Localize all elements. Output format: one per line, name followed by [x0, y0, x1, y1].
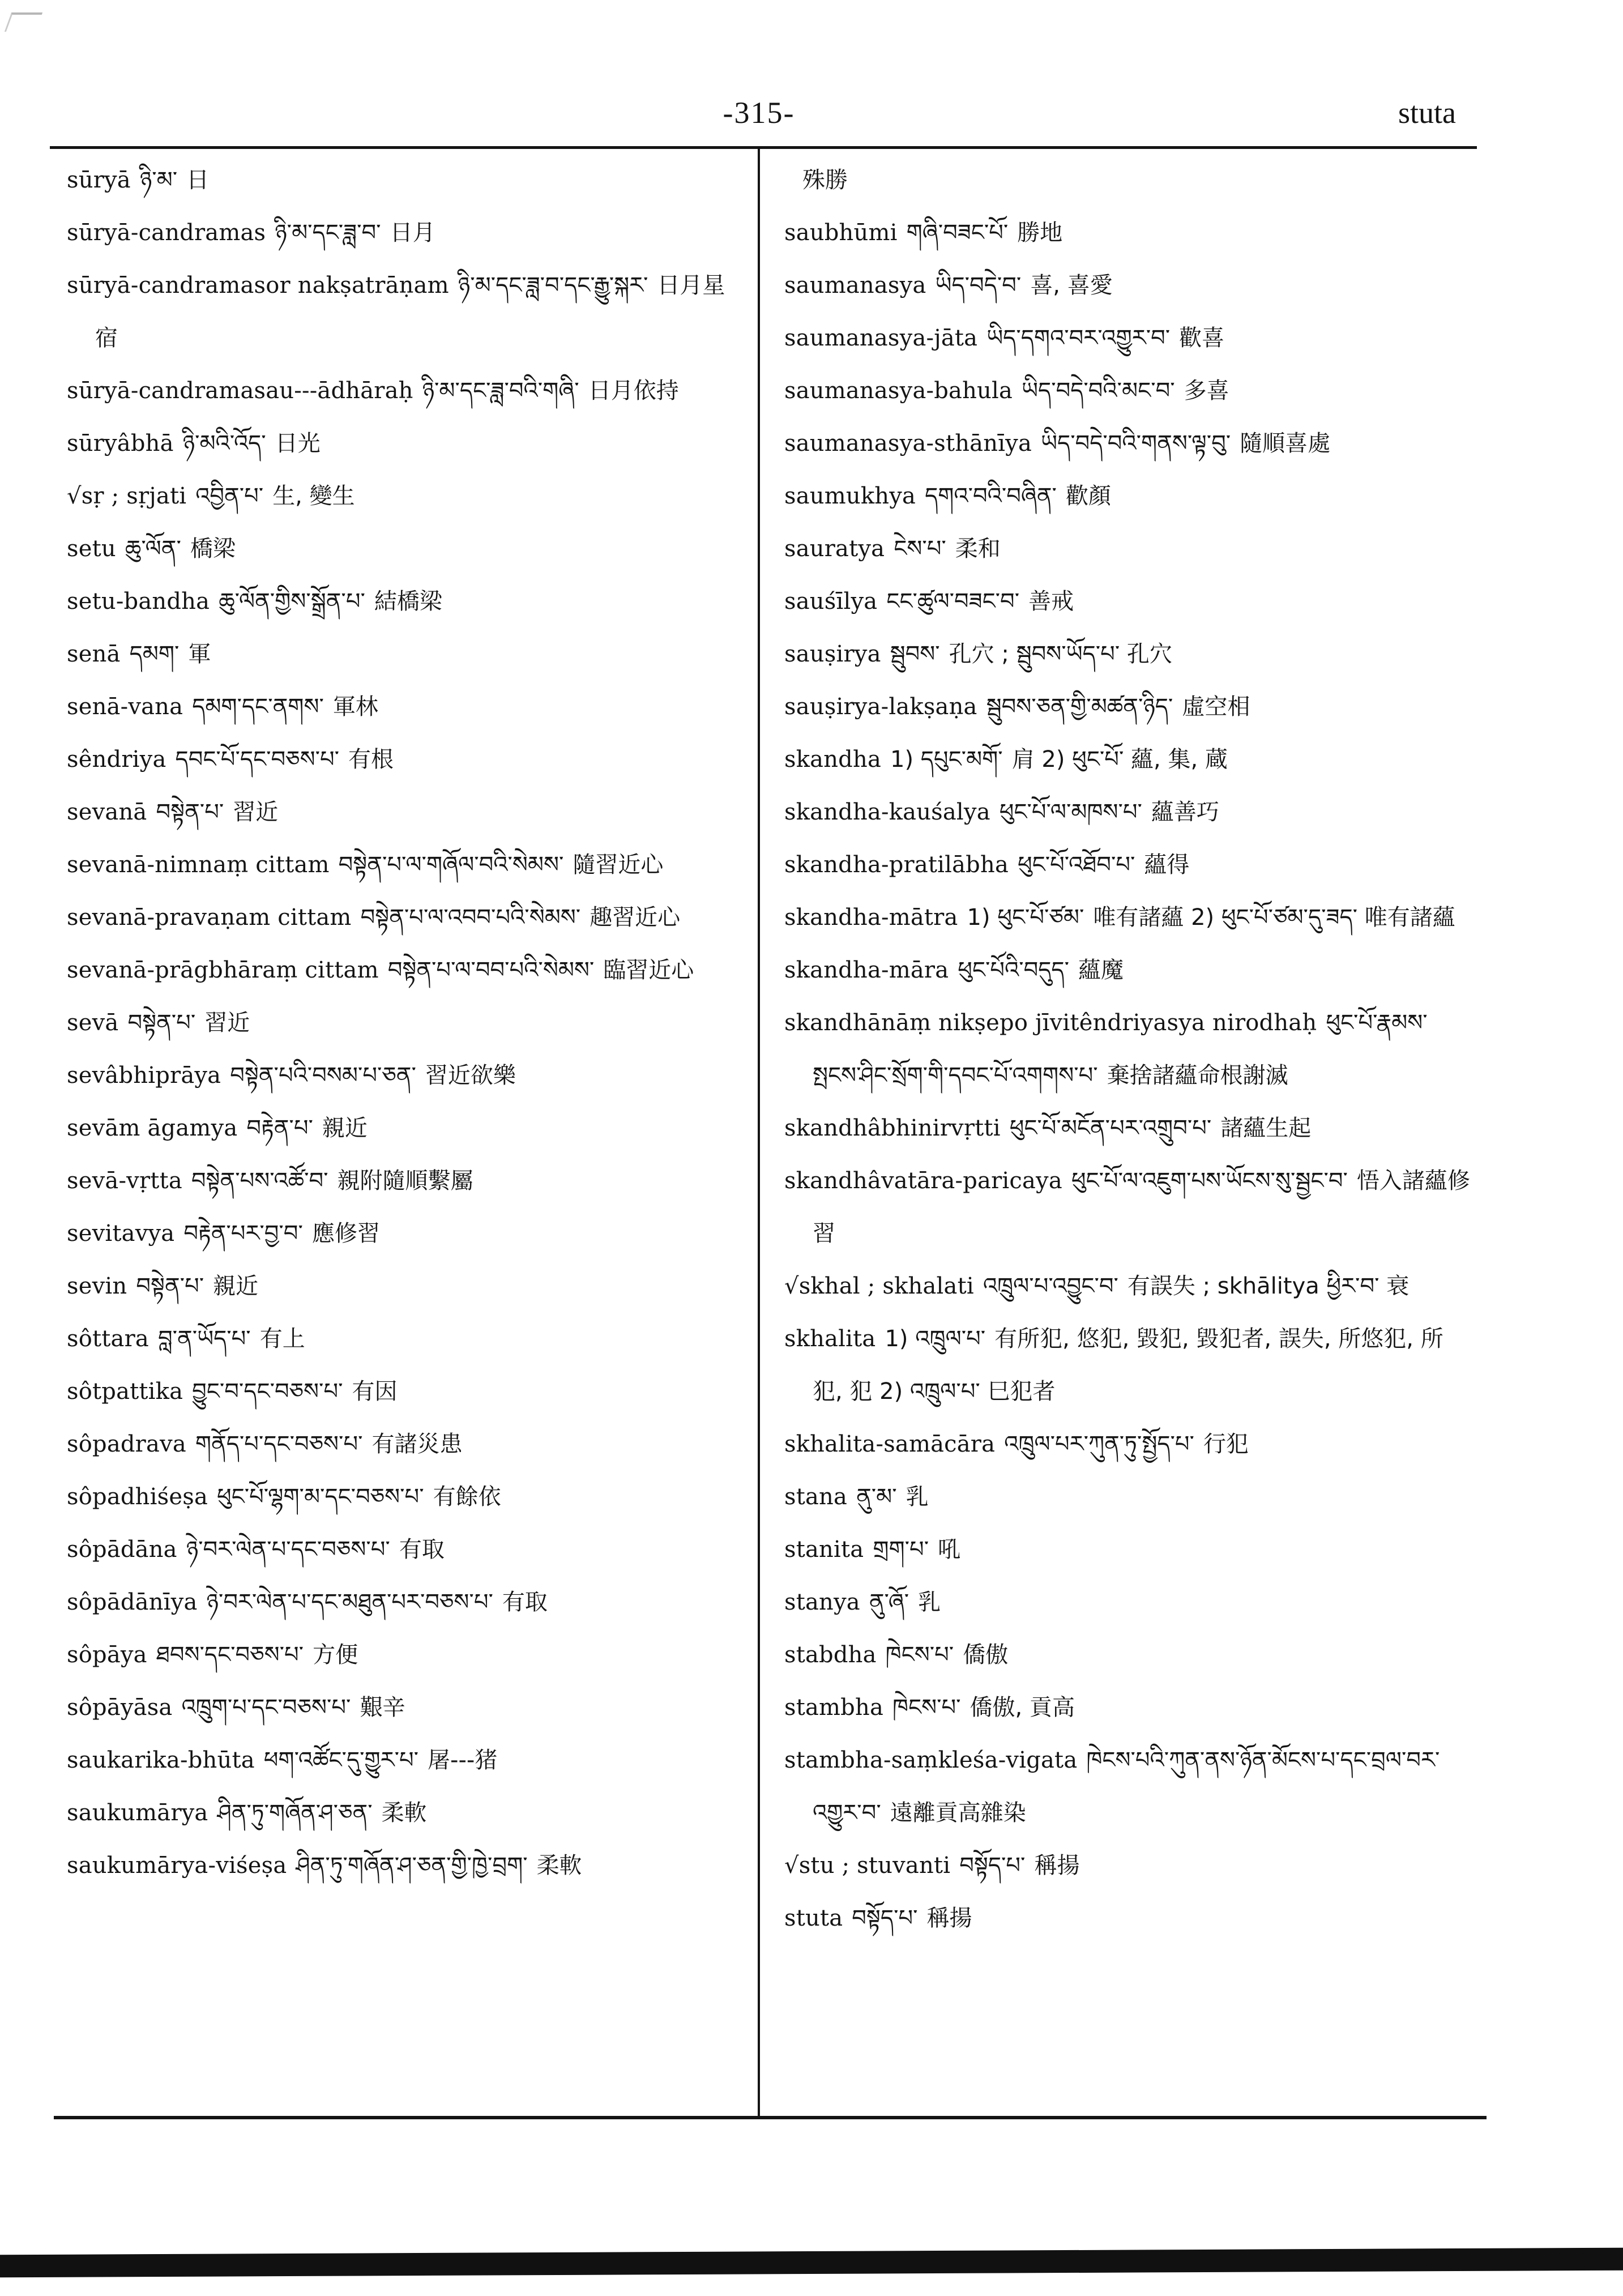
dictionary-entry	[67, 154, 746, 207]
dictionary-entry	[67, 575, 746, 628]
headword: sevām āgamya	[67, 1115, 238, 1141]
tibetan-equivalent: 1) འཁྲུལ་པ་	[885, 1326, 986, 1352]
tibetan-equivalent: བསྟེན་པའི་བསམ་པ་ཅན་	[230, 1062, 416, 1089]
tibetan-equivalent: བླ་ན་ཡོད་པ་	[157, 1326, 251, 1352]
chinese-equivalent: 日月	[390, 220, 435, 246]
headword: sūryā-candramasor nakṣatrāṇam	[67, 272, 449, 298]
dictionary-entry	[784, 1629, 1472, 1682]
chinese-equivalent: 有所犯, 悠犯, 毀犯, 毀犯者, 誤失, 所悠犯, 所犯, 犯 2) འཁྲུལ་པ་ 巳犯者	[813, 1326, 1443, 1405]
headword: sevanā-pravaṇam cittam	[67, 904, 352, 931]
tibetan-equivalent: ཉེ་བར་ལེན་པ་དང་བཅས་པ་	[186, 1537, 390, 1563]
dictionary-entry	[784, 891, 1472, 944]
tibetan-equivalent: བསྟེན་པ་	[156, 799, 224, 825]
tibetan-equivalent: བསྟེན་པ་	[127, 1010, 196, 1036]
dictionary-entry	[784, 786, 1472, 839]
dictionary-entry	[784, 733, 1472, 786]
tibetan-equivalent: ཕུང་པོ་ལ་མཁས་པ་	[999, 799, 1142, 825]
chinese-equivalent: 習近欲樂	[425, 1062, 516, 1089]
scan-corner-mark	[5, 12, 42, 32]
headword: saumanasya-bahula	[784, 378, 1013, 404]
dictionary-entry	[67, 1365, 746, 1418]
tibetan-equivalent: ཡིད་དགའ་བར་འགྱུར་བ་	[986, 325, 1171, 351]
chinese-equivalent: 柔軟	[536, 1853, 582, 1879]
chinese-equivalent: 多喜	[1184, 378, 1229, 404]
chinese-equivalent: 親附隨順繫屬	[337, 1168, 473, 1194]
dictionary-entry	[67, 470, 746, 523]
tibetan-equivalent: འཁྲུག་པ་དང་བཅས་པ་	[181, 1695, 351, 1721]
chinese-equivalent: 有根	[348, 746, 394, 773]
tibetan-equivalent: སྦུབས་	[890, 641, 940, 667]
chinese-equivalent: 日光	[275, 430, 321, 456]
headword: skandha-māra	[784, 957, 949, 983]
tibetan-equivalent: 1) དཔུང་མགོ་	[890, 746, 1003, 773]
headword: setu-bandha	[67, 588, 210, 614]
headword: sauṣirya	[784, 641, 881, 667]
chinese-equivalent: 殊勝	[802, 167, 848, 193]
chinese-equivalent: 軍林	[332, 694, 378, 720]
dictionary-entry	[784, 1102, 1472, 1155]
tibetan-equivalent: གནོད་པ་དང་བཅས་པ་	[195, 1431, 363, 1457]
tibetan-equivalent: ཉི་མ་དང་ཟླ་བ་དང་རྒྱུ་སྐར་	[458, 272, 648, 298]
tibetan-equivalent: ཕུང་པོ་མངོན་པར་འགྲུབ་པ་	[1009, 1115, 1212, 1141]
tibetan-equivalent: ཕུང་པོའི་བདུད་	[958, 957, 1069, 983]
tibetan-equivalent: ཡིད་བདེ་བའི་གནས་ལྟ་བུ་	[1041, 430, 1231, 456]
dictionary-entry	[67, 628, 746, 681]
tibetan-equivalent: ཁེངས་པ་	[885, 1642, 954, 1668]
headword: sôpadrava	[67, 1431, 186, 1457]
chinese-equivalent: 有上	[259, 1326, 305, 1352]
chinese-equivalent: 有取	[502, 1589, 548, 1615]
chinese-equivalent: 孔穴 ; སྦུབས་ཡོད་པ་ 孔穴	[949, 641, 1172, 667]
chinese-equivalent: 親近	[322, 1115, 368, 1141]
tibetan-equivalent: བསྟེན་པ་	[136, 1273, 204, 1299]
tibetan-equivalent: ཆུ་ལོན་གྱིས་སྒྲོན་པ་	[219, 588, 365, 614]
top-rule	[50, 146, 1477, 149]
chinese-equivalent: 有餘依	[433, 1484, 501, 1510]
headword: sevin	[67, 1273, 127, 1299]
tibetan-equivalent: ཉི་མ་	[139, 167, 178, 193]
dictionary-entry	[784, 944, 1472, 997]
tibetan-equivalent: གྲག་པ་	[873, 1537, 929, 1563]
dictionary-entry	[784, 1523, 1472, 1576]
chinese-equivalent: 柔和	[955, 536, 1001, 562]
dictionary-entry	[784, 997, 1472, 1102]
dictionary-entry	[784, 470, 1472, 523]
tibetan-equivalent: དམག་དང་ནགས་	[192, 694, 324, 720]
headword: senā	[67, 641, 121, 667]
tibetan-equivalent: ནུ་མ་	[856, 1484, 897, 1510]
chinese-equivalent: 屠---猪	[428, 1747, 498, 1773]
chinese-equivalent: 生, 變生	[272, 483, 355, 509]
chinese-equivalent: 乳	[906, 1484, 929, 1510]
headword: senā-vana	[67, 694, 183, 720]
dictionary-entry	[67, 1734, 746, 1787]
dictionary-entry	[784, 1576, 1472, 1629]
dictionary-entry	[784, 628, 1472, 681]
chinese-equivalent: 稱揚	[1034, 1853, 1080, 1879]
right-column	[784, 154, 1472, 1945]
headword: skandha-kauśalya	[784, 799, 990, 825]
dictionary-entry	[784, 575, 1472, 628]
tibetan-equivalent: ཉེ་བར་ལེན་པ་དང་མཐུན་པར་བཅས་པ་	[206, 1589, 493, 1615]
tibetan-equivalent: གཞི་བཟང་པོ་	[906, 220, 1009, 246]
chinese-equivalent: 結橋梁	[374, 588, 442, 614]
tibetan-equivalent: ཕག་འཚོང་དུ་གྱུར་པ་	[263, 1747, 419, 1773]
dictionary-entry	[67, 891, 746, 944]
chinese-equivalent: 唯有諸蘊 2) ཕུང་པོ་ཙམ་དུ་ཟད་ 唯有諸蘊	[1093, 904, 1455, 931]
headword: skandha-mātra	[784, 904, 958, 931]
headword: skandhānāṃ nikṣepo jīvitêndriyasya nirodhaḥ	[784, 1010, 1317, 1036]
chinese-equivalent: 歡喜	[1179, 325, 1225, 351]
headword: saumukhya	[784, 483, 916, 509]
headword: saumanasya-sthānīya	[784, 430, 1032, 456]
dictionary-entry	[784, 523, 1472, 575]
tibetan-equivalent: བསྟོད་པ་	[852, 1905, 918, 1931]
tibetan-equivalent: ཤིན་ཏུ་གཞོན་ཤ་ཅན་གྱི་ཁྱེ་བྲག་	[296, 1853, 528, 1879]
dictionary-entry	[67, 1523, 746, 1576]
tibetan-equivalent: 1) ཕུང་པོ་ཙམ་	[967, 904, 1084, 931]
headword: sūryâbhā	[67, 430, 174, 456]
dictionary-entry	[784, 681, 1472, 733]
tibetan-equivalent: བྱུང་བ་དང་བཅས་པ་	[192, 1379, 343, 1405]
headword: skhalita	[784, 1326, 876, 1352]
headword: saumanasya	[784, 272, 926, 298]
tibetan-equivalent: ཕུང་པོ་འཐོབ་པ་	[1018, 852, 1135, 878]
chinese-equivalent: 善戒	[1028, 588, 1074, 614]
dictionary-entry	[784, 1892, 1472, 1945]
chinese-equivalent: 柔軟	[381, 1800, 427, 1826]
headword: sôttara	[67, 1326, 149, 1352]
tibetan-equivalent: ཡིད་བདེ་བ་	[935, 272, 1022, 298]
tibetan-equivalent: ནུ་ཞོ་	[869, 1589, 909, 1615]
tibetan-equivalent: འབྱིན་པ་	[195, 483, 264, 509]
tibetan-equivalent: བརྟེན་པར་བྱ་བ་	[183, 1220, 303, 1247]
headword: skandhâvatāra-paricaya	[784, 1168, 1062, 1194]
dictionary-entry	[784, 207, 1472, 259]
dictionary-entry	[784, 1471, 1472, 1523]
headword: sevā-vṛtta	[67, 1168, 182, 1194]
headword: saubhūmi	[784, 220, 898, 246]
chinese-equivalent: 日月依持	[588, 378, 679, 404]
tibetan-equivalent: འཁྲུལ་པ་འབྱུང་བ་	[983, 1273, 1118, 1299]
chinese-equivalent: 橋梁	[190, 536, 236, 562]
headword: sūryā	[67, 167, 131, 193]
headword: stabdha	[784, 1642, 877, 1668]
chinese-equivalent: 肩 2) ཕུང་པོ་ 蘊, 集, 蔵	[1011, 746, 1228, 773]
headword: sôpāyāsa	[67, 1695, 173, 1721]
dictionary-entry	[67, 1260, 746, 1313]
headword: skandha	[784, 746, 881, 773]
headword: sūryā-candramas	[67, 220, 266, 246]
tibetan-equivalent: ཤིན་ཏུ་གཞོན་ཤ་ཅན་	[217, 1800, 373, 1826]
chinese-equivalent: 遠離貢高雜染	[890, 1800, 1026, 1826]
chinese-equivalent: 勝地	[1017, 220, 1063, 246]
chinese-equivalent: 日月星宿	[95, 272, 725, 351]
headword: sevâbhiprāya	[67, 1062, 221, 1089]
dictionary-entry	[67, 207, 746, 259]
chinese-equivalent: 乳	[918, 1589, 941, 1615]
headword: sauratya	[784, 536, 885, 562]
chinese-equivalent: 僑傲	[963, 1642, 1009, 1668]
headword: stanita	[784, 1537, 864, 1563]
dictionary-entry	[67, 1787, 746, 1840]
tibetan-equivalent: ཕུང་པོ་ལ་འཇུག་པས་ཡོངས་སུ་སྦྱང་བ་	[1071, 1168, 1348, 1194]
tibetan-equivalent: བསྟེན་པས་འཚོ་བ་	[191, 1168, 328, 1194]
chinese-equivalent: 喜, 喜愛	[1030, 272, 1113, 298]
tibetan-equivalent: ཕུང་པོ་རྣམས་སྤངས་ཤིང་སྲོག་གི་དབང་པོ་འགགས་པ་	[813, 1010, 1428, 1089]
tibetan-equivalent: བསྟེན་པ་ལ་འབབ་པའི་སེམས་	[360, 904, 581, 931]
dictionary-entry	[67, 259, 746, 365]
dictionary-entry	[784, 839, 1472, 891]
dictionary-entry	[67, 1629, 746, 1682]
headword: stambha	[784, 1695, 883, 1721]
dictionary-entry	[784, 259, 1472, 312]
dictionary-entry	[784, 312, 1472, 365]
dictionary-entry	[784, 1155, 1472, 1260]
tibetan-equivalent: བསྟེན་པ་ལ་གཞོལ་བའི་སེམས་	[338, 852, 564, 878]
chinese-equivalent: 日	[186, 167, 210, 193]
dictionary-entry	[67, 1471, 746, 1523]
tibetan-equivalent: ཕུང་པོ་ལྷག་མ་དང་བཅས་པ་	[217, 1484, 424, 1510]
chinese-equivalent: 蘊善巧	[1151, 799, 1219, 825]
dictionary-entry	[784, 1734, 1472, 1840]
tibetan-equivalent: ཉི་མ་དང་ཟླ་བའི་གཞི་	[422, 378, 579, 404]
tibetan-equivalent: ཡིད་བདེ་བའི་མང་བ་	[1022, 378, 1175, 404]
tibetan-equivalent: ཉི་མའི་འོད་	[182, 430, 266, 456]
tibetan-equivalent: ངེས་པ་	[894, 536, 946, 562]
page-number: -315-	[723, 96, 795, 130]
headword: skandhâbhinirvṛtti	[784, 1115, 1001, 1141]
dictionary-entry	[784, 1682, 1472, 1734]
column-divider	[758, 148, 760, 2118]
headword: sôpādāna	[67, 1537, 177, 1563]
dictionary-entry	[67, 839, 746, 891]
tibetan-equivalent: ཆུ་ལོན་	[125, 536, 181, 562]
tibetan-equivalent: ཁེངས་པ་	[892, 1695, 961, 1721]
tibetan-equivalent: ངང་ཚུལ་བཟང་བ་	[886, 588, 1020, 614]
chinese-equivalent: 趣習近心	[590, 904, 681, 931]
chinese-equivalent: 親近	[213, 1273, 259, 1299]
left-column	[67, 154, 746, 1892]
headword: sauṣirya-lakṣaṇa	[784, 694, 977, 720]
headword: √sṛ ; sṛjati	[67, 483, 187, 509]
tibetan-equivalent: སྦུབས་ཅན་གྱི་མཚན་ཉིད་	[986, 694, 1173, 720]
headword: sūryā-candramasau---ādhāraḥ	[67, 378, 413, 404]
headword: stambha-saṃkleśa-vigata	[784, 1747, 1078, 1773]
chinese-equivalent: 臨習近心	[603, 957, 694, 983]
headword: sôtpattika	[67, 1379, 183, 1405]
chinese-equivalent: 悟入諸蘊修習	[813, 1168, 1470, 1247]
headword: stanya	[784, 1589, 860, 1615]
chinese-equivalent: 稱揚	[926, 1905, 972, 1931]
dictionary-entry	[784, 1313, 1472, 1418]
chinese-equivalent: 方便	[313, 1642, 358, 1668]
scan-bottom-band	[0, 2248, 1623, 2278]
chinese-equivalent: 應修習	[311, 1220, 380, 1247]
chinese-equivalent: 有諸災患	[371, 1431, 463, 1457]
headword: skandha-pratilābha	[784, 852, 1009, 878]
dictionary-entry	[67, 1682, 746, 1734]
chinese-equivalent: 棄捨諸蘊命根謝滅	[1107, 1062, 1288, 1089]
chinese-equivalent: 隨順喜處	[1240, 430, 1331, 456]
headword: saukumārya-viśeṣa	[67, 1853, 287, 1879]
headword: sôpadhiśeṣa	[67, 1484, 208, 1510]
dictionary-entry	[67, 1155, 746, 1207]
bottom-rule	[54, 2116, 1487, 2119]
dictionary-entry	[67, 1576, 746, 1629]
tibetan-equivalent: དགའ་བའི་བཞིན་	[925, 483, 1057, 509]
chinese-equivalent: 有取	[399, 1537, 445, 1563]
dictionary-entry	[67, 997, 746, 1049]
chinese-equivalent: 歡顏	[1065, 483, 1111, 509]
tibetan-equivalent: བསྟོད་པ་	[959, 1853, 1026, 1879]
tibetan-equivalent: ཉི་མ་དང་ཟླ་བ་	[275, 220, 381, 246]
tibetan-equivalent: དབང་པོ་དང་བཅས་པ་	[175, 746, 340, 773]
chinese-equivalent: 有因	[352, 1379, 398, 1405]
headword: sevā	[67, 1010, 119, 1036]
running-head: stuta	[1398, 96, 1456, 130]
headword: sevanā-prāgbhāraṃ cittam	[67, 957, 379, 983]
headword: saukumārya	[67, 1800, 208, 1826]
tibetan-equivalent: དམག་	[129, 641, 180, 667]
headword: √skhal ; skhalati	[784, 1273, 974, 1299]
chinese-equivalent: 虛空相	[1182, 694, 1250, 720]
dictionary-entry	[784, 1260, 1472, 1313]
chinese-equivalent: 習近	[204, 1010, 250, 1036]
dictionary-entry	[67, 681, 746, 733]
chinese-equivalent: 蘊得	[1144, 852, 1190, 878]
dictionary-entry	[67, 944, 746, 997]
dictionary-entry	[784, 417, 1472, 470]
headword: sêndriya	[67, 746, 166, 773]
chinese-equivalent: 蘊魔	[1078, 957, 1124, 983]
chinese-equivalent: 艱辛	[360, 1695, 405, 1721]
headword: sôpāya	[67, 1642, 147, 1668]
chinese-equivalent: 隨習近心	[573, 852, 664, 878]
dictionary-entry	[67, 1207, 746, 1260]
headword: stana	[784, 1484, 848, 1510]
chinese-equivalent: 軍	[188, 641, 211, 667]
dictionary-entry	[67, 523, 746, 575]
headword: skhalita-samācāra	[784, 1431, 996, 1457]
dictionary-entry	[67, 1313, 746, 1365]
headword: sôpādānīya	[67, 1589, 198, 1615]
headword: sauśīlya	[784, 588, 878, 614]
chinese-equivalent: 吼	[938, 1537, 961, 1563]
dictionary-entry	[784, 365, 1472, 417]
headword: setu	[67, 536, 116, 562]
tibetan-equivalent: ཁེངས་པའི་ཀུན་ནས་ཉོན་མོངས་པ་དང་བྲལ་བར་འགྱུར་བ་	[813, 1747, 1440, 1826]
dictionary-entry	[67, 733, 746, 786]
headword: √stu ; stuvanti	[784, 1853, 951, 1879]
dictionary-entry	[67, 365, 746, 417]
chinese-equivalent: 行犯	[1203, 1431, 1249, 1457]
dictionary-entry	[784, 1840, 1472, 1892]
headword: stuta	[784, 1905, 843, 1931]
headword: sevanā-nimnaṃ cittam	[67, 852, 330, 878]
chinese-equivalent: 有誤失 ; skhālitya ཕྱིར་བ་ 衰	[1127, 1273, 1410, 1299]
dictionary-entry	[784, 154, 1472, 207]
dictionary-entry	[67, 1049, 746, 1102]
dictionary-entry	[67, 417, 746, 470]
chinese-equivalent: 諸蘊生起	[1220, 1115, 1312, 1141]
tibetan-equivalent: འཁྲུལ་པར་ཀུན་ཏུ་སྤྱོད་པ་	[1004, 1431, 1194, 1457]
headword: sevanā	[67, 799, 147, 825]
chinese-equivalent: 習近	[233, 799, 279, 825]
chinese-equivalent: 僑傲, 貢高	[969, 1695, 1075, 1721]
tibetan-equivalent: བསྟེན་པ་ལ་བབ་པའི་སེམས་	[387, 957, 595, 983]
headword: saukarika-bhūta	[67, 1747, 255, 1773]
dictionary-entry	[784, 1418, 1472, 1471]
dictionary-entry	[67, 786, 746, 839]
headword: saumanasya-jāta	[784, 325, 978, 351]
dictionary-entry	[67, 1102, 746, 1155]
tibetan-equivalent: ཐབས་དང་བཅས་པ་	[156, 1642, 304, 1668]
tibetan-equivalent: བརྟེན་པ་	[246, 1115, 313, 1141]
dictionary-entry	[67, 1418, 746, 1471]
headword: sevitavya	[67, 1220, 175, 1247]
dictionary-entry	[67, 1840, 746, 1892]
